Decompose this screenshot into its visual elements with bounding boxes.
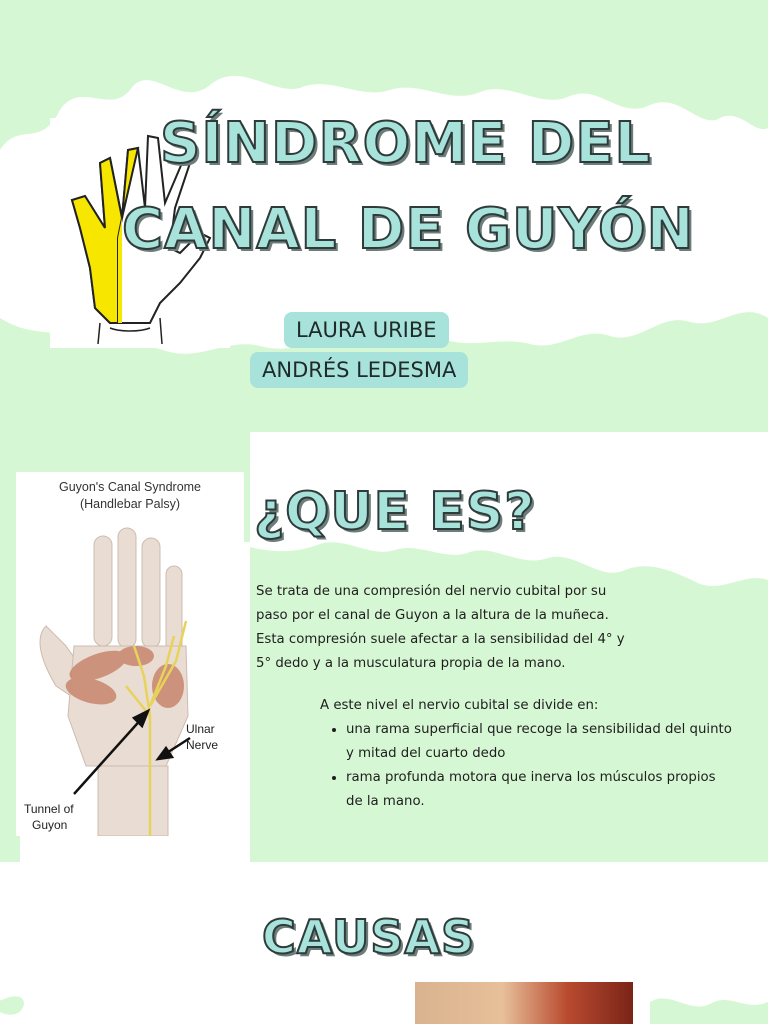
hand-anatomy-figure: [16, 472, 244, 836]
surgery-photo: [415, 982, 633, 1024]
nerve-division-intro: A este nivel el nervio cubital se divide en:: [320, 698, 599, 713]
paragraph-line: paso por el canal de Guyon a la altura de la muñeca.: [256, 608, 609, 623]
title-slide: [0, 0, 768, 432]
figure-caption-line-2: (Handlebar Palsy): [79, 497, 181, 511]
paragraph-line: Se trata de una compresión del nervio cubital por su: [256, 584, 607, 599]
label-tunnel-line-2: Guyon: [32, 818, 68, 832]
paragraph-line: 5° dedo y a la musculatura propia de la mano.: [256, 656, 566, 671]
list-item: • rama profunda motora que inerva los músculos propios de la mano.: [346, 766, 736, 814]
label-tunnel-line-1: Tunnel of: [24, 802, 74, 816]
label-ulnar-line-2: Nerve: [186, 738, 219, 752]
hand-skeleton-illustration: [16, 516, 244, 836]
title-line-1: SÍNDROME DEL: [160, 111, 652, 176]
title-line-2: CANAL DE GUYÓN: [122, 197, 695, 262]
author-name-1: LAURA URIBE: [284, 312, 449, 348]
heading-que-es: ¿QUE ES?: [254, 482, 536, 542]
list-item: • una rama superficial que recoge la sensibilidad del quinto y mitad del cuarto dedo: [346, 718, 736, 766]
figure-caption-line-1: Guyon's Canal Syndrome: [58, 480, 202, 494]
nerve-branches-list: [330, 718, 736, 814]
definition-paragraph: [256, 580, 676, 676]
paragraph-line: Esta compresión suele afectar a la sensibilidad del 4° y: [256, 632, 625, 647]
label-ulnar-line-1: Ulnar: [186, 722, 215, 736]
author-name-2: ANDRÉS LEDESMA: [250, 352, 468, 388]
heading-causas: CAUSAS: [262, 910, 476, 964]
